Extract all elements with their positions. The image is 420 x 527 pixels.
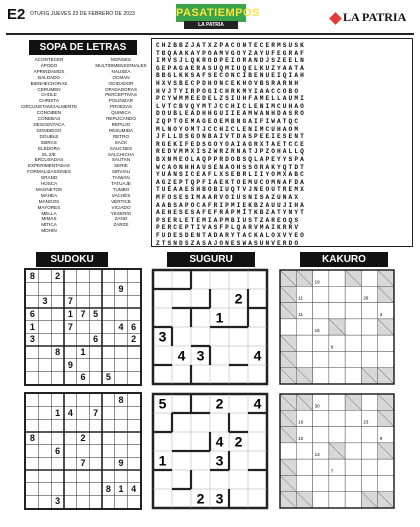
- word-list-item: OGIDADOR: [108, 80, 134, 86]
- word-list-item: EBRAS: [41, 139, 57, 145]
- sudoku-given: 2: [80, 433, 86, 443]
- suguru-clue: 1: [215, 309, 224, 326]
- word-list-item: MULTIDIMENSIONALES: [95, 62, 147, 68]
- word-list-item: SACK: [114, 139, 128, 145]
- kakuro-cell: [313, 427, 329, 443]
- sudoku-given: 7: [80, 309, 86, 319]
- sudoku-given: 5: [93, 309, 99, 319]
- word-search-row: ZTSNDSZASAJONESWASUNVERDO: [156, 239, 301, 247]
- kakuro-clue: 23: [363, 419, 369, 425]
- kakuro-cell: [313, 475, 329, 491]
- kakuro-cell: [345, 475, 361, 491]
- kakuro-cell: [378, 475, 394, 491]
- word-list-item: VÉRTICE: [111, 198, 131, 204]
- kakuro-cell: [345, 410, 361, 426]
- word-search-row: DOUBLEADHHGUIIEAMWANHDASRO: [156, 110, 306, 118]
- kakuro-cell: [329, 475, 345, 491]
- word-list-1: [14, 57, 84, 234]
- word-list-item: MÍTICA: [41, 222, 57, 228]
- sudoku-given: 7: [80, 458, 86, 469]
- word-list-item: ZANO: [114, 216, 128, 222]
- word-list-item: CERUMEN: [37, 86, 61, 92]
- kakuro-clue: 19: [314, 279, 320, 285]
- sudoku-given: 4: [67, 407, 73, 418]
- suguru-clue: 4: [253, 347, 262, 364]
- kakuro-cell: [345, 492, 361, 508]
- word-list-item: CHRISTA: [39, 98, 59, 104]
- kakuro-cell: [361, 443, 377, 459]
- suguru-clue: 1: [158, 452, 167, 469]
- pasatiempos-logo: [176, 4, 260, 34]
- word-list-item: DOUBLE: [39, 133, 59, 139]
- word-list-item: PROEZAS: [110, 104, 132, 110]
- kakuro-clue: 11: [298, 311, 303, 317]
- brand-name: [331, 10, 406, 25]
- word-list-item: TAIWAN: [112, 175, 130, 181]
- kakuro-cell: [345, 459, 361, 475]
- word-list-item: DESCENTACA: [33, 121, 65, 127]
- logo-sub-text: LA PATRIA: [184, 21, 238, 29]
- word-search-row: LVTCBVQYMTJCCHICLENIMCUHAO: [156, 102, 306, 110]
- kakuro-cell: [378, 335, 394, 351]
- word-search-row: MFOSESIMAARVOIUSNISAZUNAX: [156, 194, 301, 201]
- kakuro-cell: [313, 492, 329, 508]
- word-search-row: REDVMMXISZWRZRNATJPZOHALLQ: [156, 148, 306, 156]
- kakuro-cell: [345, 303, 361, 319]
- word-search-row: HVJTYIRPOGICHRKMYIAACCOBO: [156, 87, 301, 95]
- kakuro-grid-1: [278, 268, 396, 386]
- kakuro-clue: 3: [379, 311, 383, 317]
- suguru-clue: 3: [196, 347, 205, 364]
- word-list-item: REPUJO: [111, 121, 131, 127]
- brand-label: LA PATRIA: [343, 10, 407, 24]
- word-list-item: RESUMIDA: [108, 127, 134, 133]
- kakuro-clue: 30: [314, 403, 320, 409]
- word-list-item: DONDIEGO: [36, 127, 62, 133]
- word-search-row: FUDESDENTADARYTACKALOXVYEO: [156, 232, 306, 239]
- kakuro-clue: 16: [314, 328, 320, 334]
- suguru-clue: 2: [196, 490, 205, 507]
- word-search-row: AEHESESAFEFRÁPMÍTKBZATYNYT: [156, 209, 306, 217]
- kakuro-cell: [345, 368, 361, 384]
- sudoku-given: 1: [118, 483, 124, 494]
- word-list-item: CONEBAS: [37, 116, 61, 122]
- suguru-title: SUGURU: [167, 252, 255, 267]
- word-list-item: APRINDAMOS: [33, 68, 65, 74]
- edition-date: OTUFIG JUEVES 23 DE FEBRERO DE 2023: [30, 11, 135, 17]
- kakuro-cell: [296, 443, 312, 459]
- kakuro-cell: [361, 335, 377, 351]
- kakuro-cell: [378, 459, 394, 475]
- word-list-item: ACONTECER: [34, 57, 64, 62]
- sudoku-given: 9: [67, 359, 73, 370]
- word-list-item: FORMALIZASIONES: [27, 169, 71, 175]
- word-list-item: ERCUSADAS: [34, 157, 64, 163]
- kakuro-cell: [296, 351, 312, 367]
- sudoku-given: 1: [80, 347, 86, 357]
- word-list-item: CONOIBEN: [36, 110, 62, 116]
- word-search-row: AABSAPOCAFRIPMIEKBZAUUJIHA: [156, 201, 306, 209]
- word-search-row: BBGLKKSAFSECONCIBENUEIQIAH: [156, 72, 306, 80]
- kakuro-cell: [329, 394, 345, 410]
- sudoku-given: 6: [131, 321, 137, 332]
- sudoku-given: 7: [67, 321, 73, 332]
- word-list-item: VACHÉS: [111, 192, 131, 198]
- kakuro-clue: 6: [330, 344, 334, 350]
- word-list-item: POLINIZAR: [108, 98, 134, 104]
- kakuro-cell: [280, 319, 296, 335]
- sudoku-given: 8: [118, 395, 124, 405]
- kakuro-cell: [361, 270, 377, 286]
- suguru-clue: 5: [158, 395, 167, 412]
- word-list-item: MELLA: [41, 210, 57, 216]
- sopa-title: SOPA DE LETRAS: [29, 40, 137, 55]
- kakuro-cell: [280, 443, 296, 459]
- page-number: E2: [7, 6, 26, 23]
- word-list-item: HOSCA: [40, 181, 58, 187]
- sudoku-given: 3: [42, 296, 48, 307]
- word-list-item: MANGOS: [38, 198, 60, 204]
- kakuro-cell: [313, 286, 329, 302]
- word-search-row: PSERLETEMIAPMBIUSTZAREOQS: [156, 216, 301, 224]
- sudoku-given: 8: [105, 483, 111, 494]
- sudoku-given: 9: [118, 458, 124, 469]
- word-search-row: TUÉAAESHBOBIUQTVJNEOUTREMX: [156, 186, 306, 194]
- kakuro-cell: [313, 459, 329, 475]
- kakuro-clue: 10: [298, 435, 304, 441]
- word-list-item: MIMAS: [41, 216, 57, 222]
- word-list-item: ELEDORA: [38, 145, 60, 151]
- kakuro-cell: [361, 475, 377, 491]
- kakuro-cell: [329, 410, 345, 426]
- sudoku-given: 8: [29, 271, 35, 281]
- sudoku-given: 1: [29, 321, 35, 332]
- suguru-clue: 2: [215, 395, 224, 412]
- kakuro-clue: 16: [298, 419, 304, 425]
- suguru-clue: 3: [215, 452, 224, 469]
- suguru-clue: 4: [177, 347, 186, 364]
- kakuro-cell: [296, 319, 312, 335]
- sudoku-given: 4: [118, 321, 124, 332]
- word-list-item: MAGNETOS: [35, 186, 63, 192]
- kakuro-cell: [296, 459, 312, 475]
- suguru-clue: 3: [215, 490, 224, 507]
- sudoku-given: 7: [67, 296, 73, 307]
- kakuro-clue: 9: [379, 435, 383, 441]
- kakuro-cell: [345, 427, 361, 443]
- kakuro-cell: [361, 394, 377, 410]
- word-list-item: BALDADO: [38, 74, 60, 80]
- sudoku-grid-1: [24, 268, 142, 386]
- word-list-item: SAUCNES: [109, 145, 133, 151]
- sudoku-given: 4: [131, 483, 137, 494]
- kakuro-cell: [345, 319, 361, 335]
- word-list-item: EXPERIMENTADAS: [27, 163, 71, 169]
- kakuro-title: KAKURO: [300, 252, 388, 267]
- kakuro-cell: [313, 335, 329, 351]
- page-header: [0, 0, 420, 34]
- word-list-item: VICIADO: [111, 204, 131, 210]
- sudoku-given: 2: [55, 271, 61, 281]
- sudoku-given: 1: [67, 309, 73, 319]
- kakuro-cell: [345, 286, 361, 302]
- kakuro-clue: 29: [363, 295, 369, 301]
- kakuro-cell: [345, 443, 361, 459]
- suguru-clue: 2: [234, 433, 243, 450]
- word-list-item: NAUSEA: [111, 68, 131, 74]
- word-list-item: TATUAJE: [111, 181, 131, 187]
- kakuro-cell: [313, 351, 329, 367]
- sudoku-given: 6: [55, 445, 61, 456]
- kakuro-cell: [329, 303, 345, 319]
- header-rule: [6, 33, 414, 35]
- sudoku-given: 6: [29, 309, 35, 319]
- suguru-clue: 3: [158, 328, 167, 345]
- kakuro-cell: [296, 335, 312, 351]
- kakuro-cell: [329, 270, 345, 286]
- word-list-item: RETRO: [112, 133, 130, 139]
- word-list-item: OCMAN: [112, 74, 130, 80]
- word-search-row: AGZEPTQPFIAEKTOEMUCOMNAFDA: [156, 178, 306, 186]
- word-list-item: SERIE: [114, 163, 128, 169]
- word-list-item: MONSES: [111, 57, 131, 62]
- suguru-grid-2: [151, 392, 269, 510]
- word-search-row: PERCEPTIVASFPLQARVMAIKRRV: [156, 224, 301, 232]
- kakuro-clue: 13: [314, 452, 320, 458]
- word-search-row: BXNMEOLAQPPRDOBSQLAPEYYSPA: [156, 156, 306, 163]
- sudoku-given: 8: [29, 433, 35, 443]
- word-search-row: MLNOYOMTJCCHICLENIMCUHAOM: [156, 125, 301, 133]
- word-list-item: EL 2/E: [42, 151, 56, 157]
- word-list-item: MAYORES: [37, 204, 61, 210]
- sudoku-given: 7: [93, 407, 99, 418]
- word-list-item: TUMBO: [112, 186, 130, 192]
- kakuro-cell: [313, 368, 329, 384]
- suguru-clue: 4: [215, 433, 224, 450]
- sudoku-given: 8: [55, 347, 61, 357]
- word-list-item: BIENHECHORAS: [30, 80, 68, 86]
- kakuro-cell: [313, 303, 329, 319]
- word-search-row: GEPAGAERASUQMIUQELKUZYAATA: [156, 64, 306, 72]
- word-search-row: WCAONHHAUSENAOHSSORAKYQTDT: [156, 163, 306, 171]
- sudoku-given: 3: [29, 334, 35, 345]
- suguru-grid-1: [151, 268, 269, 386]
- brand-diamond-icon: [329, 12, 342, 25]
- word-list-item: CHOLE: [41, 92, 57, 98]
- kakuro-cell: [361, 351, 377, 367]
- sudoku-given: 9: [118, 283, 124, 294]
- suguru-clue: 2: [234, 290, 243, 307]
- word-search-row: HXVSBECPDHONCEKHOVBSRARNH: [156, 80, 301, 87]
- word-list-item: YESERÍO: [110, 210, 132, 216]
- word-search-row: JFLLDSGONBAIVTDASPEEIESENT: [156, 133, 306, 141]
- kakuro-cell: [361, 427, 377, 443]
- word-search-row: PCYWMMEEDELZSIUHFAMELLAUMI: [156, 95, 306, 103]
- kakuro-cell: [329, 351, 345, 367]
- kakuro-cell: [329, 368, 345, 384]
- word-search-row: CHZBBZJATXZPACONTECERMSUSK: [156, 42, 306, 49]
- suguru-clue: 4: [253, 395, 262, 412]
- kakuro-cell: [329, 492, 345, 508]
- kakuro-clue: 11: [298, 295, 303, 301]
- kakuro-clue: 7: [330, 468, 334, 474]
- word-list-item: REPLICANDO: [106, 116, 136, 122]
- kakuro-cell: [361, 459, 377, 475]
- kakuro-cell: [329, 286, 345, 302]
- word-search-row: IMVSJLQKRODPEIORANDJSZEELN: [156, 57, 306, 65]
- word-list-2: [86, 57, 156, 228]
- word-list-item: QUIMICA: [111, 110, 131, 116]
- sudoku-given: 3: [55, 496, 61, 507]
- word-list-item: MOHÍN: [41, 228, 57, 234]
- kakuro-cell: [361, 319, 377, 335]
- kakuro-cell: [313, 410, 329, 426]
- sudoku-grid-2: [24, 392, 142, 510]
- word-list-item: OPADADORAS: [104, 86, 138, 92]
- word-list-item: SALCHICHA: [107, 151, 135, 157]
- kakuro-cell: [378, 351, 394, 367]
- word-search-row: ZQPTOEMAGEOEMBNGAIFIWATQC: [156, 118, 301, 125]
- word-search-grid: [151, 38, 413, 247]
- kakuro-cell: [296, 475, 312, 491]
- kakuro-cell: [345, 351, 361, 367]
- sudoku-given: 1: [55, 407, 61, 418]
- word-list-item: GRAND: [40, 175, 58, 181]
- word-list-item: SIRVIAU: [111, 169, 131, 175]
- kakuro-cell: [361, 303, 377, 319]
- word-search-row: TBQAAKAYPOAMVGOYZAYUFEGRAF: [156, 49, 306, 57]
- sudoku-title: SUDOKU: [36, 252, 108, 267]
- sudoku-given: 6: [80, 372, 86, 383]
- word-search-row: YUÁNSICEAFLXSEBRLIIYOMXABC: [156, 171, 306, 179]
- sudoku-given: 5: [105, 372, 111, 383]
- word-list-item: MAHEA: [40, 192, 58, 198]
- kakuro-grid-2: [278, 392, 396, 510]
- sudoku-given: 6: [93, 334, 99, 345]
- word-list-item: ÁPODO: [40, 62, 58, 68]
- word-search-row: RGEKIFEDSGOYOAIAGRXTAETCCE: [156, 140, 306, 148]
- word-list-item: SAUTAN: [111, 157, 131, 163]
- logo-main-text: PASATIEMPOS: [176, 4, 246, 22]
- word-list-item: ZARZE: [113, 222, 129, 228]
- kakuro-cell: [329, 427, 345, 443]
- sudoku-given: 2: [131, 334, 137, 345]
- word-list-item: PERCEPTIVAS: [105, 92, 137, 98]
- kakuro-cell: [345, 335, 361, 351]
- word-list-item: CIRCUNSTANCIALMENTE: [20, 104, 78, 110]
